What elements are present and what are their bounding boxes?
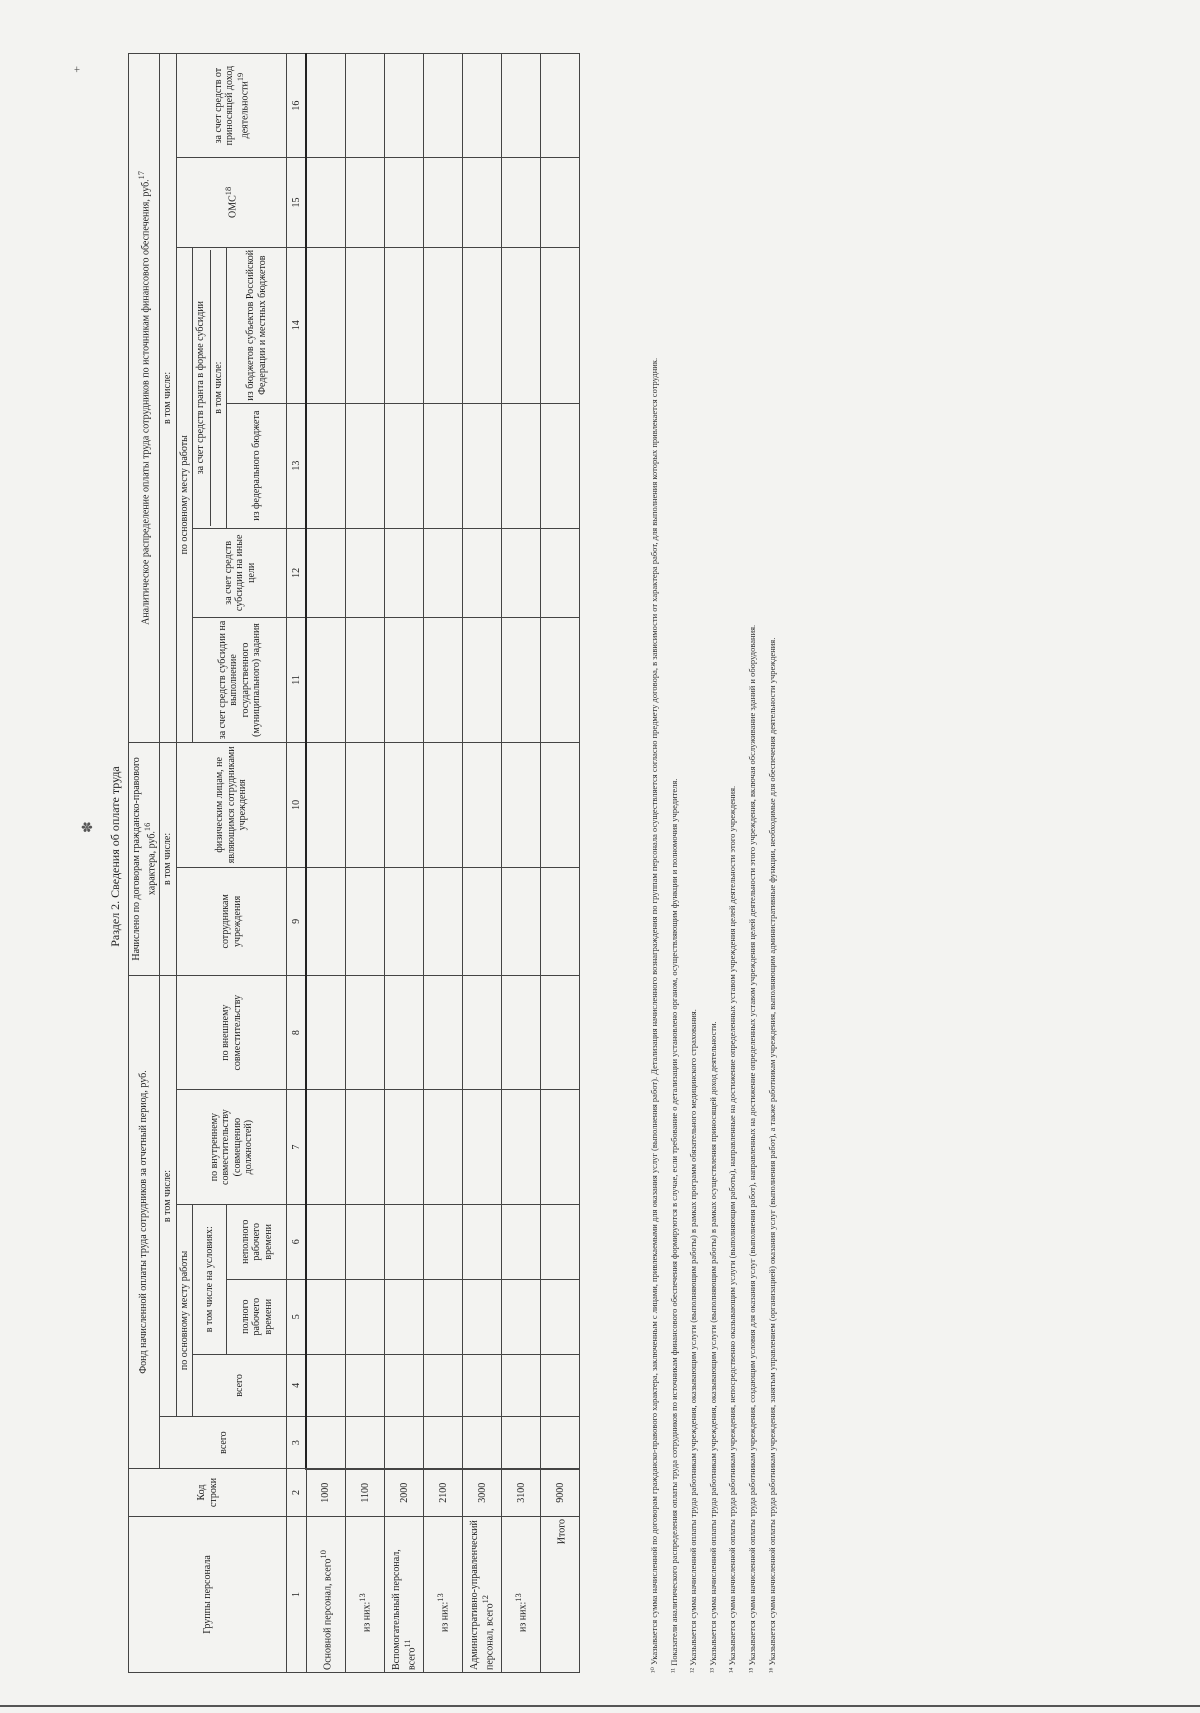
footnote: ¹¹ Показатели аналитического распределения оплаты труда сотрудников по источникам финансового обеспечения формируются в случае, если требование о детализации установлено органом, осуществляющим функции и полномочия учредителя. (668, 778, 679, 1673)
value-cell[interactable] (346, 867, 385, 975)
header-internal: по внутреннему совместительству (совмещению должностей) (176, 1090, 287, 1204)
header-external: по внешнему совместительству (176, 975, 287, 1089)
value-cell[interactable] (346, 618, 385, 743)
row-code: 1100 (346, 1469, 385, 1517)
value-cell[interactable] (541, 54, 580, 158)
footnote: ¹⁶ Указывается сумма начисленной оплаты труда работникам учреждения, занятым управлением (организацией) оказания услуг (выполнения работ), а также работникам учреждения, выполняющим административные функции, необходимые для обеспечения деятельности учреждения. (766, 637, 777, 1673)
value-cell[interactable] (541, 618, 580, 743)
value-cell[interactable] (306, 528, 346, 617)
value-cell[interactable] (502, 158, 541, 247)
value-cell[interactable] (306, 975, 346, 1089)
footnote: ¹⁰ Указывается сумма начисленной по договорам гражданско-правового характера, заключенным с лицами, привлекаемыми для оказания услуг (выполнения работ). Детализация начисленного вознаграждения по группам персонала осуществляется согласно предмету договора, в зависимости от характера работ, для выполнения которых привлекается сотрудник. (649, 357, 659, 1673)
header-incl-cond: в том числе на условиях: (193, 1204, 227, 1354)
value-cell[interactable] (502, 1090, 541, 1204)
value-cell[interactable] (424, 1090, 463, 1204)
row-code: 3100 (502, 1469, 541, 1517)
value-cell[interactable] (463, 742, 502, 867)
table-row (346, 54, 385, 1673)
value-cell[interactable] (306, 618, 346, 743)
value-cell[interactable] (463, 54, 502, 158)
value-cell[interactable] (541, 1417, 580, 1469)
header-gph: Начислено по договорам гражданско-правового характера, руб.$^{16}$ (129, 742, 160, 975)
pen-mark: ⁺ (73, 65, 88, 73)
value-cell[interactable] (346, 403, 385, 528)
value-cell[interactable] (463, 158, 502, 247)
value-cell[interactable] (346, 158, 385, 247)
row-label: Основной персонал, всего$^{10}$ (306, 1516, 346, 1672)
value-cell[interactable] (463, 618, 502, 743)
value-cell[interactable] (306, 1204, 346, 1279)
value-cell[interactable] (346, 54, 385, 158)
header-main-place: по основному месту работы (176, 1204, 193, 1416)
value-cell[interactable] (385, 1090, 424, 1204)
footnotes (648, 33, 785, 1673)
value-cell[interactable] (306, 247, 346, 403)
value-cell[interactable] (502, 1204, 541, 1279)
header-an-main: по основному месту работы (176, 247, 193, 742)
header-total: всего (160, 1417, 287, 1469)
header-subsidy-task: за счет средств субсидии на выполнение государственного (муниципального) задания (193, 618, 287, 743)
value-cell[interactable] (502, 1417, 541, 1469)
header-total-main: всего (193, 1354, 287, 1416)
header-subsidy-other: за счет средств субсидии на иные цели (193, 528, 287, 617)
value-cell[interactable] (502, 403, 541, 528)
header-oms: ОМС$^{18}$ (176, 158, 287, 247)
row-code: 1000 (306, 1469, 346, 1517)
header-part-time: неполного рабочего времени (227, 1204, 287, 1279)
header-groups: Группы персонала (129, 1516, 287, 1672)
header-incl: в том числе: (160, 975, 177, 1416)
value-cell[interactable] (541, 158, 580, 247)
value-cell[interactable] (502, 1279, 541, 1354)
value-cell[interactable] (346, 528, 385, 617)
footnote: ¹² Указывается сумма начисленной оплаты труда работникам учреждения, оказывающим услуги (выполняющим работы) в рамках программ обязательного медицинского страхования. (688, 1009, 699, 1673)
value-cell[interactable] (306, 403, 346, 528)
value-cell[interactable] (306, 54, 346, 158)
value-cell[interactable] (346, 1354, 385, 1416)
value-cell[interactable] (385, 247, 424, 403)
value-cell[interactable] (346, 742, 385, 867)
header-employees: сотрудникам учреждения (176, 867, 287, 975)
value-cell[interactable] (385, 1279, 424, 1354)
header-code: Код строки (129, 1469, 287, 1517)
header-analytic: Аналитическое распределение оплаты труда сотрудников по источникам финансового обеспечения, руб.$^{17}$ (129, 54, 160, 743)
value-cell[interactable] (306, 742, 346, 867)
value-cell[interactable] (541, 403, 580, 528)
value-cell[interactable] (502, 975, 541, 1089)
header-income: за счет средств от приносящей доход деятельности$^{19}$ (176, 54, 287, 158)
value-cell[interactable] (424, 742, 463, 867)
value-cell[interactable] (346, 1417, 385, 1469)
value-cell[interactable] (424, 247, 463, 403)
section-title: Раздел 2. Сведения об оплате труда (108, 766, 122, 947)
row-label: из них:$^{13}$ (502, 1516, 541, 1672)
value-cell[interactable] (502, 1354, 541, 1416)
value-cell[interactable] (306, 1417, 346, 1469)
row-label: Итого (541, 1516, 580, 1672)
header-grant: за счет средств гранта в форме субсидии в том числе: (193, 247, 227, 528)
salary-table (128, 53, 580, 1673)
header-an-incl: в том числе: (160, 54, 177, 743)
stamp-mark: ✽ (81, 821, 96, 833)
value-cell[interactable] (463, 1279, 502, 1354)
header-regional: из бюджетов субъектов Российской Федерации и местных бюджетов (227, 247, 287, 403)
value-cell[interactable] (346, 975, 385, 1089)
value-cell[interactable] (346, 1090, 385, 1204)
value-cell[interactable] (346, 1204, 385, 1279)
header-gph-incl: в том числе: (160, 742, 177, 975)
value-cell[interactable] (541, 1279, 580, 1354)
value-cell[interactable] (424, 1417, 463, 1469)
value-cell[interactable] (385, 528, 424, 617)
value-cell[interactable] (424, 975, 463, 1089)
value-cell[interactable] (541, 1204, 580, 1279)
header-individuals: физическим лицам, не являющимся сотрудниками учреждения (176, 742, 287, 867)
value-cell[interactable] (463, 403, 502, 528)
value-cell[interactable] (424, 1204, 463, 1279)
value-cell[interactable] (463, 1204, 502, 1279)
table-row (306, 54, 346, 1673)
value-cell[interactable] (541, 1090, 580, 1204)
value-cell[interactable] (541, 528, 580, 617)
footnote: ¹³ Указывается сумма начисленной оплаты труда работникам учреждения, оказывающим услуги (выполняющим работы) в рамках осуществления приносящей доход деятельности. (707, 1021, 718, 1673)
value-cell[interactable] (306, 1279, 346, 1354)
value-cell[interactable] (502, 54, 541, 158)
value-cell[interactable] (502, 618, 541, 743)
table-row (502, 54, 541, 1673)
value-cell[interactable] (424, 403, 463, 528)
value-cell[interactable] (541, 247, 580, 403)
value-cell[interactable] (424, 528, 463, 617)
value-cell[interactable] (541, 867, 580, 975)
value-cell[interactable] (463, 247, 502, 403)
value-cell[interactable] (424, 867, 463, 975)
row-code: 2100 (424, 1469, 463, 1517)
value-cell[interactable] (385, 867, 424, 975)
value-cell[interactable] (502, 528, 541, 617)
value-cell[interactable] (346, 247, 385, 403)
header-federal: из федерального бюджета (227, 403, 287, 528)
value-cell[interactable] (463, 975, 502, 1089)
row-code: 3000 (463, 1469, 502, 1517)
value-cell[interactable] (502, 867, 541, 975)
value-cell[interactable] (502, 742, 541, 867)
row-label: Вспомогательный персонал, всего$^{11}$ (385, 1516, 424, 1672)
value-cell[interactable] (385, 618, 424, 743)
value-cell[interactable] (424, 618, 463, 743)
row-code: 2000 (385, 1469, 424, 1517)
table-row (541, 54, 580, 1673)
value-cell[interactable] (463, 1090, 502, 1204)
row-code: 9000 (541, 1469, 580, 1517)
footnote: ¹⁵ Указывается сумма начисленной оплаты труда работникам учреждения, создающим условия для оказания услуг (выполнения работ), направленных на достижение определенных уставом учреждения целей деятельности этого учреждения, включая обслуживание зданий и оборудования. (746, 624, 757, 1673)
table-row (385, 54, 424, 1673)
footnote: ¹⁴ Указывается сумма начисленной оплаты труда работникам учреждения, непосредственно оказывающим услуги (выполняющим работы), направленные на достижение определенных уставом учреждения целей деятельности этого учреждения. (727, 785, 738, 1673)
value-cell[interactable] (385, 975, 424, 1089)
value-cell[interactable] (424, 54, 463, 158)
row-label: Административно-управленческий персонал, всего$^{12}$ (463, 1516, 502, 1672)
value-cell[interactable] (463, 867, 502, 975)
column-numbers-row: 1 2 3 4 5 6 7 8 9 10 11 12 13 14 15 16 (287, 54, 307, 1673)
value-cell[interactable] (541, 742, 580, 867)
value-cell[interactable] (502, 247, 541, 403)
value-cell[interactable] (463, 528, 502, 617)
value-cell[interactable] (541, 975, 580, 1089)
table-row (463, 54, 502, 1673)
value-cell[interactable] (463, 1354, 502, 1416)
value-cell[interactable] (385, 1417, 424, 1469)
value-cell[interactable] (463, 1417, 502, 1469)
value-cell[interactable] (385, 54, 424, 158)
value-cell[interactable] (541, 1354, 580, 1416)
value-cell[interactable] (385, 403, 424, 528)
value-cell[interactable] (424, 1354, 463, 1416)
value-cell[interactable] (306, 867, 346, 975)
value-cell[interactable] (385, 1354, 424, 1416)
value-cell[interactable] (306, 1354, 346, 1416)
value-cell[interactable] (306, 158, 346, 247)
value-cell[interactable] (385, 742, 424, 867)
value-cell[interactable] (385, 1204, 424, 1279)
header-full-time: полного рабочего времени (227, 1279, 287, 1354)
value-cell[interactable] (424, 1279, 463, 1354)
value-cell[interactable] (385, 158, 424, 247)
row-label: из них:$^{13}$ (346, 1516, 385, 1672)
row-label: из них:$^{13}$ (424, 1516, 463, 1672)
value-cell[interactable] (346, 1279, 385, 1354)
value-cell[interactable] (424, 158, 463, 247)
value-cell[interactable] (306, 1090, 346, 1204)
header-fund: Фонд начисленной оплаты труда сотрудников за отчетный период, руб. (129, 975, 160, 1468)
table-row (424, 54, 463, 1673)
